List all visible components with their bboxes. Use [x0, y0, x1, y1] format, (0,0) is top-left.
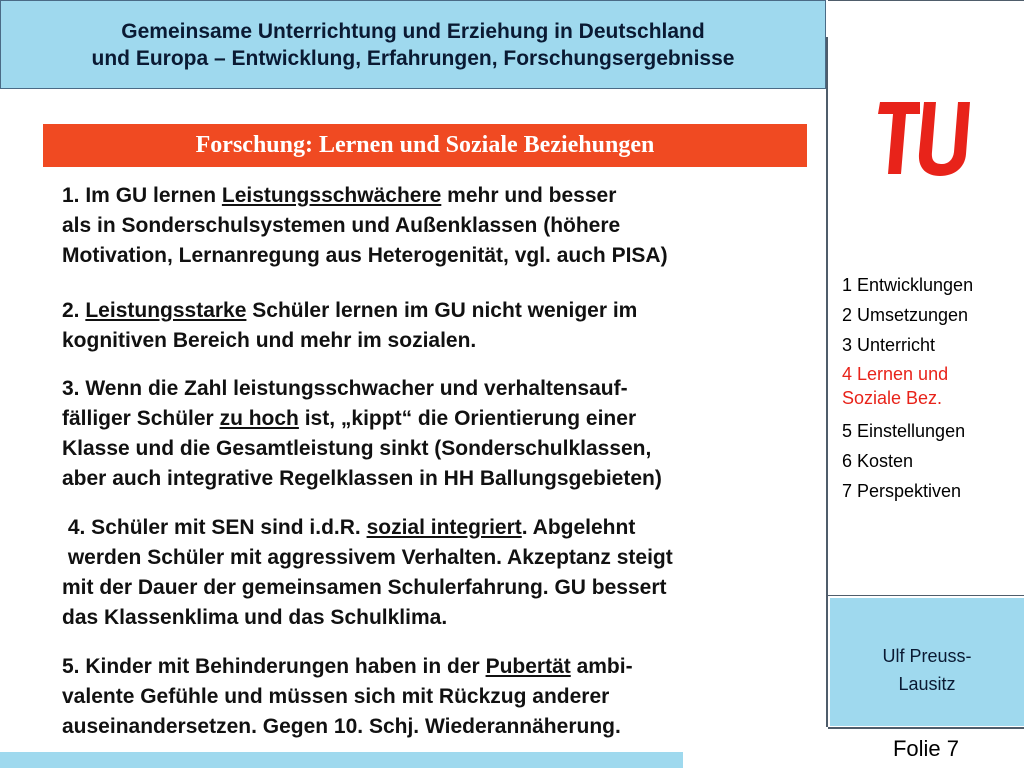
point-1-text: 1. Im GU lernen — [62, 184, 222, 207]
point-3-line4: aber auch integrative Regelklassen in HH Ballungsgebieten) — [62, 467, 662, 490]
point-4-text: 4. Schüler mit SEN sind i.d.R. — [62, 516, 367, 539]
bottom-bar — [0, 752, 683, 768]
point-3-text: fälliger Schüler — [62, 407, 220, 430]
point-3 — [62, 374, 662, 494]
author-box — [830, 598, 1024, 726]
point-3-text-end: ist, „kippt“ die Orientierung einer — [298, 407, 637, 430]
point-2 — [62, 296, 637, 356]
nav-item-entwicklungen[interactable]: 1 Entwicklungen — [842, 275, 974, 295]
point-1-line3: Motivation, Lernanregung aus Heterogenität, vgl. auch PISA) — [62, 244, 668, 267]
point-4-line4: das Klassenklima und das Schulklima. — [62, 606, 448, 629]
tu-berlin-logo-icon — [876, 96, 986, 178]
point-3-underlined: zu hoch — [219, 407, 299, 430]
slide-navigation — [842, 270, 1020, 506]
nav-active-line1: 4 Lernen und — [842, 364, 949, 384]
point-1-line2: als in Sonderschulsystemen und Außenklassen (höhere — [62, 214, 621, 237]
point-4-line2: werden Schüler mit aggressivem Verhalten. Akzeptanz steigt — [62, 546, 673, 569]
point-5 — [62, 652, 633, 742]
nav-item-einstellungen[interactable]: 5 Einstellungen — [842, 421, 966, 441]
point-1-underlined: Leistungsschwächere — [221, 184, 442, 207]
nav-item-perspektiven[interactable]: 7 Perspektiven — [842, 481, 962, 501]
point-5-line2: valente Gefühle und müssen sich mit Rückzug anderer — [62, 685, 610, 708]
nav-item-kosten[interactable]: 6 Kosten — [842, 451, 914, 471]
point-2-underlined: Leistungsstarke — [85, 299, 247, 322]
author-name: Ulf Preuss-Lausitz — [882, 646, 972, 694]
point-5-text-end: ambi- — [570, 655, 633, 678]
point-1 — [62, 181, 668, 271]
point-5-underlined: Pubertät — [485, 655, 571, 678]
point-3-line1: 3. Wenn die Zahl leistungsschwacher und verhaltensauf- — [62, 377, 628, 400]
point-5-text: 5. Kinder mit Behinderungen haben in der — [62, 655, 486, 678]
slide-number-label: Folie 7 — [892, 735, 960, 761]
nav-active-line2: Soziale Bez. — [842, 388, 943, 408]
point-1-text-end: mehr und besser — [441, 184, 617, 207]
nav-item-unterricht[interactable]: 3 Unterricht — [842, 335, 936, 355]
point-2-text: 2. — [62, 299, 86, 322]
point-4-line3: mit der Dauer der gemeinsamen Schulerfahrung. GU bessert — [62, 576, 667, 599]
point-2-line2: kognitiven Bereich und mehr im sozialen. — [62, 329, 477, 352]
nav-item-umsetzungen[interactable]: 2 Umsetzungen — [842, 305, 969, 325]
point-4-underlined: sozial integriert — [366, 516, 522, 539]
header-title-line1: Gemeinsame Unterrichtung und Erziehung in Deutschland — [121, 19, 705, 43]
point-4 — [62, 513, 673, 633]
header-title-line2: und Europa – Entwicklung, Erfahrungen, Forschungsergebnisse — [91, 46, 735, 70]
slide-header — [0, 0, 826, 89]
nav-item-lernen-active[interactable] — [842, 360, 1020, 416]
logo-text: berlin — [971, 116, 983, 146]
slide-number — [828, 727, 1024, 768]
point-5-line3: auseinandersetzen. Gegen 10. Schj. Wiederannäherung. — [62, 715, 621, 738]
point-2-text-end: Schüler lernen im GU nicht weniger im — [246, 299, 638, 322]
point-4-text-end: . Abgelehnt — [521, 516, 636, 539]
section-title: Forschung: Lernen und Soziale Beziehungen — [43, 124, 807, 167]
point-3-line3: Klasse und die Gesamtleistung sinkt (Sonderschulklassen, — [62, 437, 652, 460]
